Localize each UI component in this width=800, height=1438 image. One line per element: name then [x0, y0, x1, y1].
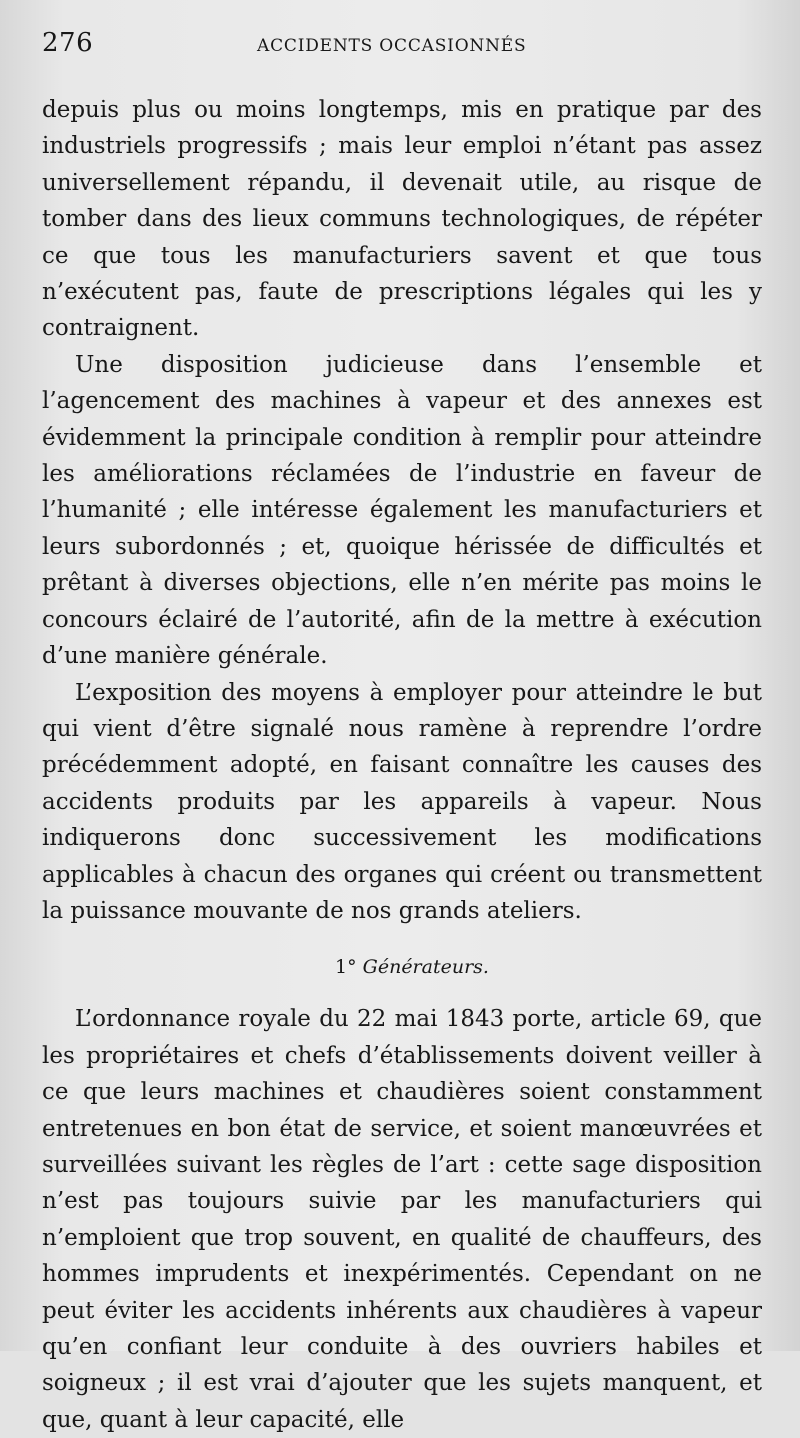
- running-head: ACCIDENTS OCCASIONNÉS: [257, 36, 527, 56]
- section-title: Générateurs.: [362, 956, 489, 979]
- section-number: 1°: [335, 956, 357, 979]
- page-number: 276: [42, 28, 94, 58]
- paragraph-disposition: Une disposition judicieuse dans l’ensemble et l’agencement des machines à vapeur et des annexes est évidemment la principale condition à remplir pour atteindre les améliorations réclamées de l’industrie en faveur de l’humanité ; elle intéresse également les manufacturiers et leurs subordonnés ; et, quoique hérissée de difficultés et prêtant à diverses objections, elle n’en mérite pas moins le concours éclairé de l’autorité, afin de la mettre à exécution d’une manière générale.: [42, 351, 762, 670]
- paragraph-exposition: L’exposition des moyens à employer pour atteindre le but qui vient d’être signalé nous ramène à reprendre l’ordre précédemment adopté, en faisant connaître les causes des accidents produits par les appareils à vapeur. Nous indiquerons donc successivement les modifications applicables à chacun des organes qui créent ou transmettent la puissance mouvante de nos grands ateliers.: [42, 679, 762, 924]
- paragraph-ordonnance: L’ordonnance royale du 22 mai 1843 porte, article 69, que les propriétaires et chefs d’établissements doivent veiller à ce que leurs machines et chaudières soient constamment entretenues en bon état de service, et soient manœuvrées et surveillées suivant les règles de l’art : cette sage disposition n’est pas toujours suivie par les manufacturiers qui n’emploient que trop souvent, en qualité de chauffeurs, des hommes imprudents et inexpérimentés. Cependant on ne peut éviter les accidents inhérents aux chaudières à vapeur qu’en confiant leur conduite à des ouvriers habiles et soigneux ; il est vrai d’ajouter que les sujets manquent, et que, quant à leur capacité, elle: [42, 1006, 762, 1433]
- paragraph-continuation: depuis plus ou moins longtemps, mis en pratique par des industriels progressifs ; mais leur emploi n’étant pas assez universellement répandu, il devenait utile, au risque de tomber dans des lieux communs technologiques, de répéter ce que tous les manufacturiers savent et que tous n’exécutent pas, faute de prescriptions légales qui les y contraignent.: [42, 97, 762, 342]
- page-header: [42, 28, 762, 82]
- section-heading: [42, 953, 762, 981]
